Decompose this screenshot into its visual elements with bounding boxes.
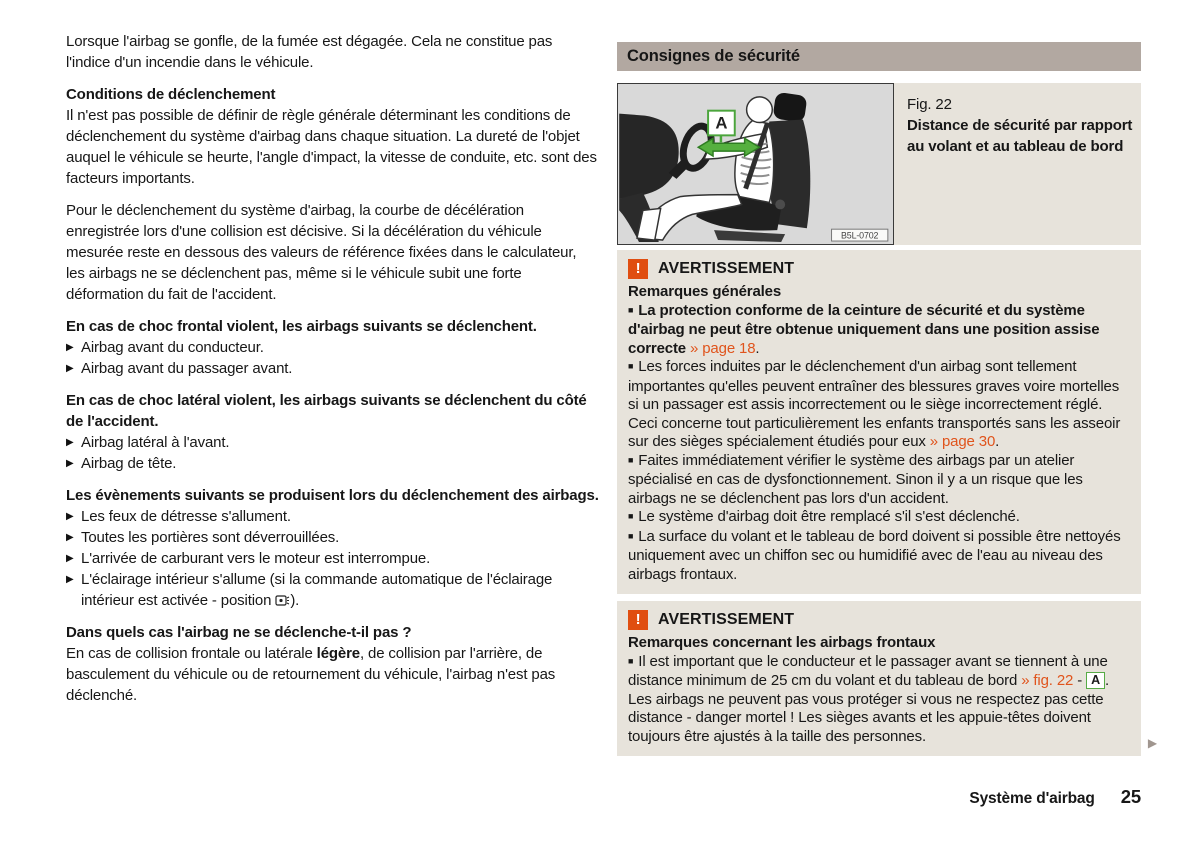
- right-column: [617, 42, 1157, 763]
- footer-page-number: 25: [1120, 786, 1141, 807]
- marker-a-label: A: [715, 113, 728, 133]
- list-item: [66, 432, 599, 453]
- page-30-link[interactable]: » page 30: [929, 433, 996, 450]
- footer-section-title: Système d'airbag: [969, 790, 1095, 807]
- headrest: [772, 92, 807, 123]
- warning-box-general: [617, 250, 1141, 594]
- bullet-arrow-icon: ▶: [66, 553, 74, 564]
- bullet-arrow-icon: ▶: [66, 437, 74, 448]
- warning-text: .: [755, 339, 760, 357]
- list-item: [66, 337, 599, 358]
- bullet-arrow-icon: ▶: [66, 511, 74, 522]
- warning-bullet: [628, 508, 1130, 528]
- bullet-arrow-icon: ▶: [66, 532, 74, 543]
- list-item-text: Airbag avant du passager avant.: [81, 360, 293, 377]
- list-item-text: Toutes les portières sont déverrouillées.: [81, 529, 340, 546]
- list-item-text: L'arrivée de carburant vers le moteur est interrompue.: [81, 550, 431, 567]
- list-item: [66, 358, 599, 379]
- heading-frontal-impact: En cas de choc frontal violent, les airbags suivants se déclenchent.: [66, 318, 537, 335]
- warning-text: Les forces induites par le déclenchement d'un airbag sont tellement importantes qu'elles peuvent entraîner des blessures graves voire mortelles si un passager est assis incorrectement ou le siège incorrectement réglé. Ceci concerne tout particulièrement les enfants transportés sans les asseoir sur des sièges spécialement étudiés pour eux: [628, 358, 1121, 450]
- list-item: [66, 506, 599, 527]
- list-item: [66, 527, 599, 548]
- page-18-link[interactable]: » page 18: [690, 339, 756, 357]
- warning-text: . Les airbags ne peuvent pas vous protéger si vous ne respectez pas cette distance - danger mortel ! Les sièges avants et les appuie-têtes doivent toujours être ajustés à la taille des personnes.: [628, 672, 1110, 745]
- warning-text: Le système d'airbag doit être remplacé s'il s'est déclenché.: [638, 508, 1020, 525]
- warning-bullet: [628, 528, 1130, 585]
- warning-bullet: [628, 452, 1130, 509]
- warning-title: AVERTISSEMENT: [658, 610, 795, 628]
- warning-text: .: [995, 433, 1000, 450]
- bullet-arrow-icon: ▶: [66, 363, 74, 374]
- list-item-text: Airbag de tête.: [81, 455, 177, 472]
- list-item-text: Les feux de détresse s'allument.: [81, 508, 291, 525]
- figure-22: [617, 83, 1141, 245]
- bullet-square-icon: ■: [628, 511, 634, 521]
- heading-lateral-impact: En cas de choc latéral violent, les airbags suivants se déclenchent du côté de l'accident.: [66, 392, 587, 430]
- seat-distance-illustration: [618, 84, 893, 244]
- warning-title: AVERTISSEMENT: [658, 259, 795, 277]
- warning-box-frontal-airbags: [617, 601, 1157, 756]
- warning-text-bold: La protection conforme de la ceinture de sécurité et du système d'airbag ne peut être obtenue uniquement dans une position assise correcte: [628, 301, 1100, 357]
- list-item: [66, 548, 599, 569]
- bullet-arrow-icon: ▶: [66, 342, 74, 353]
- list-item: [66, 569, 599, 611]
- text-run: En cas de collision frontale ou latérale: [66, 645, 317, 662]
- text-run-bold: légère: [316, 645, 360, 662]
- interior-light-icon: [275, 595, 290, 606]
- paragraph-conditions: Il n'est pas possible de définir de règle générale déterminant les conditions de déclenchement du système d'airbag dans chaque situation. La dureté de l'objet auquel le véhicule se heurte, l'angle d'impact, la vitesse de conduite, etc. sont des facteurs importants.: [66, 107, 597, 187]
- heading-no-deployment: Dans quels cas l'airbag ne se déclenche-t-il pas ?: [66, 624, 412, 641]
- warning-title-row: [628, 259, 1130, 279]
- bullet-square-icon: ■: [628, 304, 634, 315]
- list-item: [66, 453, 599, 474]
- events-bullet-list: [66, 506, 599, 611]
- bullet-square-icon: ■: [628, 361, 634, 371]
- list-item-text-after: ).: [290, 592, 300, 609]
- fig-22-link[interactable]: » fig. 22: [1021, 672, 1074, 689]
- warning-subtitle: Remarques concernant les airbags frontaux: [628, 634, 936, 651]
- list-item-text: [81, 569, 599, 611]
- heading-conditions: Conditions de déclenchement: [66, 86, 276, 103]
- warning-text: -: [1073, 672, 1087, 689]
- list-item-text: Airbag latéral à l'avant.: [81, 434, 230, 451]
- bullet-square-icon: ■: [628, 655, 634, 666]
- warning-text: La surface du volant et le tableau de bord doivent si possible être nettoyés uniquement avec un chiffon sec ou humidifié avec de l'eau au niveau des airbags frontaux.: [628, 527, 1121, 583]
- section-header-safety: Consignes de sécurité: [617, 42, 1141, 71]
- lateral-bullet-list: [66, 432, 599, 474]
- page-footer: [969, 786, 1141, 808]
- bullet-square-icon: ■: [628, 530, 634, 541]
- figure-title: Distance de sécurité par rapport au volant et au tableau de bord: [907, 117, 1133, 155]
- bullet-arrow-icon: ▶: [66, 458, 74, 469]
- frontal-bullet-list: [66, 337, 599, 379]
- paragraph-deceleration: Pour le déclenchement du système d'airbag, la courbe de décélération enregistrée lors d'une collision est décisive. Si la décélération du véhicule mesurée reste en dessous des valeurs de référence fixées dans le calculateur, les airbags ne se déclenchent pas, même si le véhicule subit une forte déformation du fait de l'accident.: [66, 202, 577, 303]
- figure-caption: [894, 83, 1141, 245]
- warning-exclamation-icon: !: [628, 610, 648, 630]
- list-item-text: Airbag avant du conducteur.: [81, 339, 264, 356]
- paragraph-smoke: Lorsque l'airbag se gonfle, de la fumée est dégagée. Cela ne constitue pas l'indice d'un incendie dans le véhicule.: [66, 33, 553, 71]
- figure-number: Fig. 22: [907, 96, 952, 113]
- warning-bullet: [628, 302, 1130, 359]
- bullet-square-icon: ■: [628, 454, 634, 465]
- heading-deployment-events: Les évènements suivants se produisent lors du déclenchement des airbags.: [66, 487, 599, 504]
- warning-text: Faites immédiatement vérifier le système des airbags par un atelier spécialisé en cas de dysfonctionnement. Sinon il y a un risque que les airbags ne se déclenchent pas lors d'un accident.: [628, 451, 1083, 507]
- warning-exclamation-icon: !: [628, 259, 648, 279]
- figure-image: [617, 83, 894, 245]
- image-code-label: B5L-0702: [841, 230, 879, 241]
- paragraph-no-deployment: [66, 643, 599, 706]
- warning-text: Il est important que le conducteur et le passager avant se tiennent à une distance minimum de 25 cm du volant et du tableau de bord: [628, 652, 1108, 689]
- marker-a-reference: A: [1086, 672, 1105, 689]
- person-head: [747, 97, 773, 123]
- continuation-arrow-icon: ▶: [1147, 735, 1157, 750]
- text-run: , de collision par l'arrière, de basculement du véhicule ou de retournement du véhicule, l'airbag n'est pas déclenché.: [66, 645, 556, 704]
- left-text-column: [66, 31, 599, 717]
- warning-bullet: [628, 653, 1130, 747]
- list-item-text-before: L'éclairage intérieur s'allume (si la commande automatique de l'éclairage intérieur est activée - position: [81, 571, 553, 609]
- bullet-arrow-icon: ▶: [66, 574, 74, 585]
- warning-subtitle: Remarques générales: [628, 283, 782, 300]
- warning-title-row: [628, 610, 1130, 630]
- recline-knob: [775, 200, 785, 210]
- warning-bullet: [628, 358, 1130, 452]
